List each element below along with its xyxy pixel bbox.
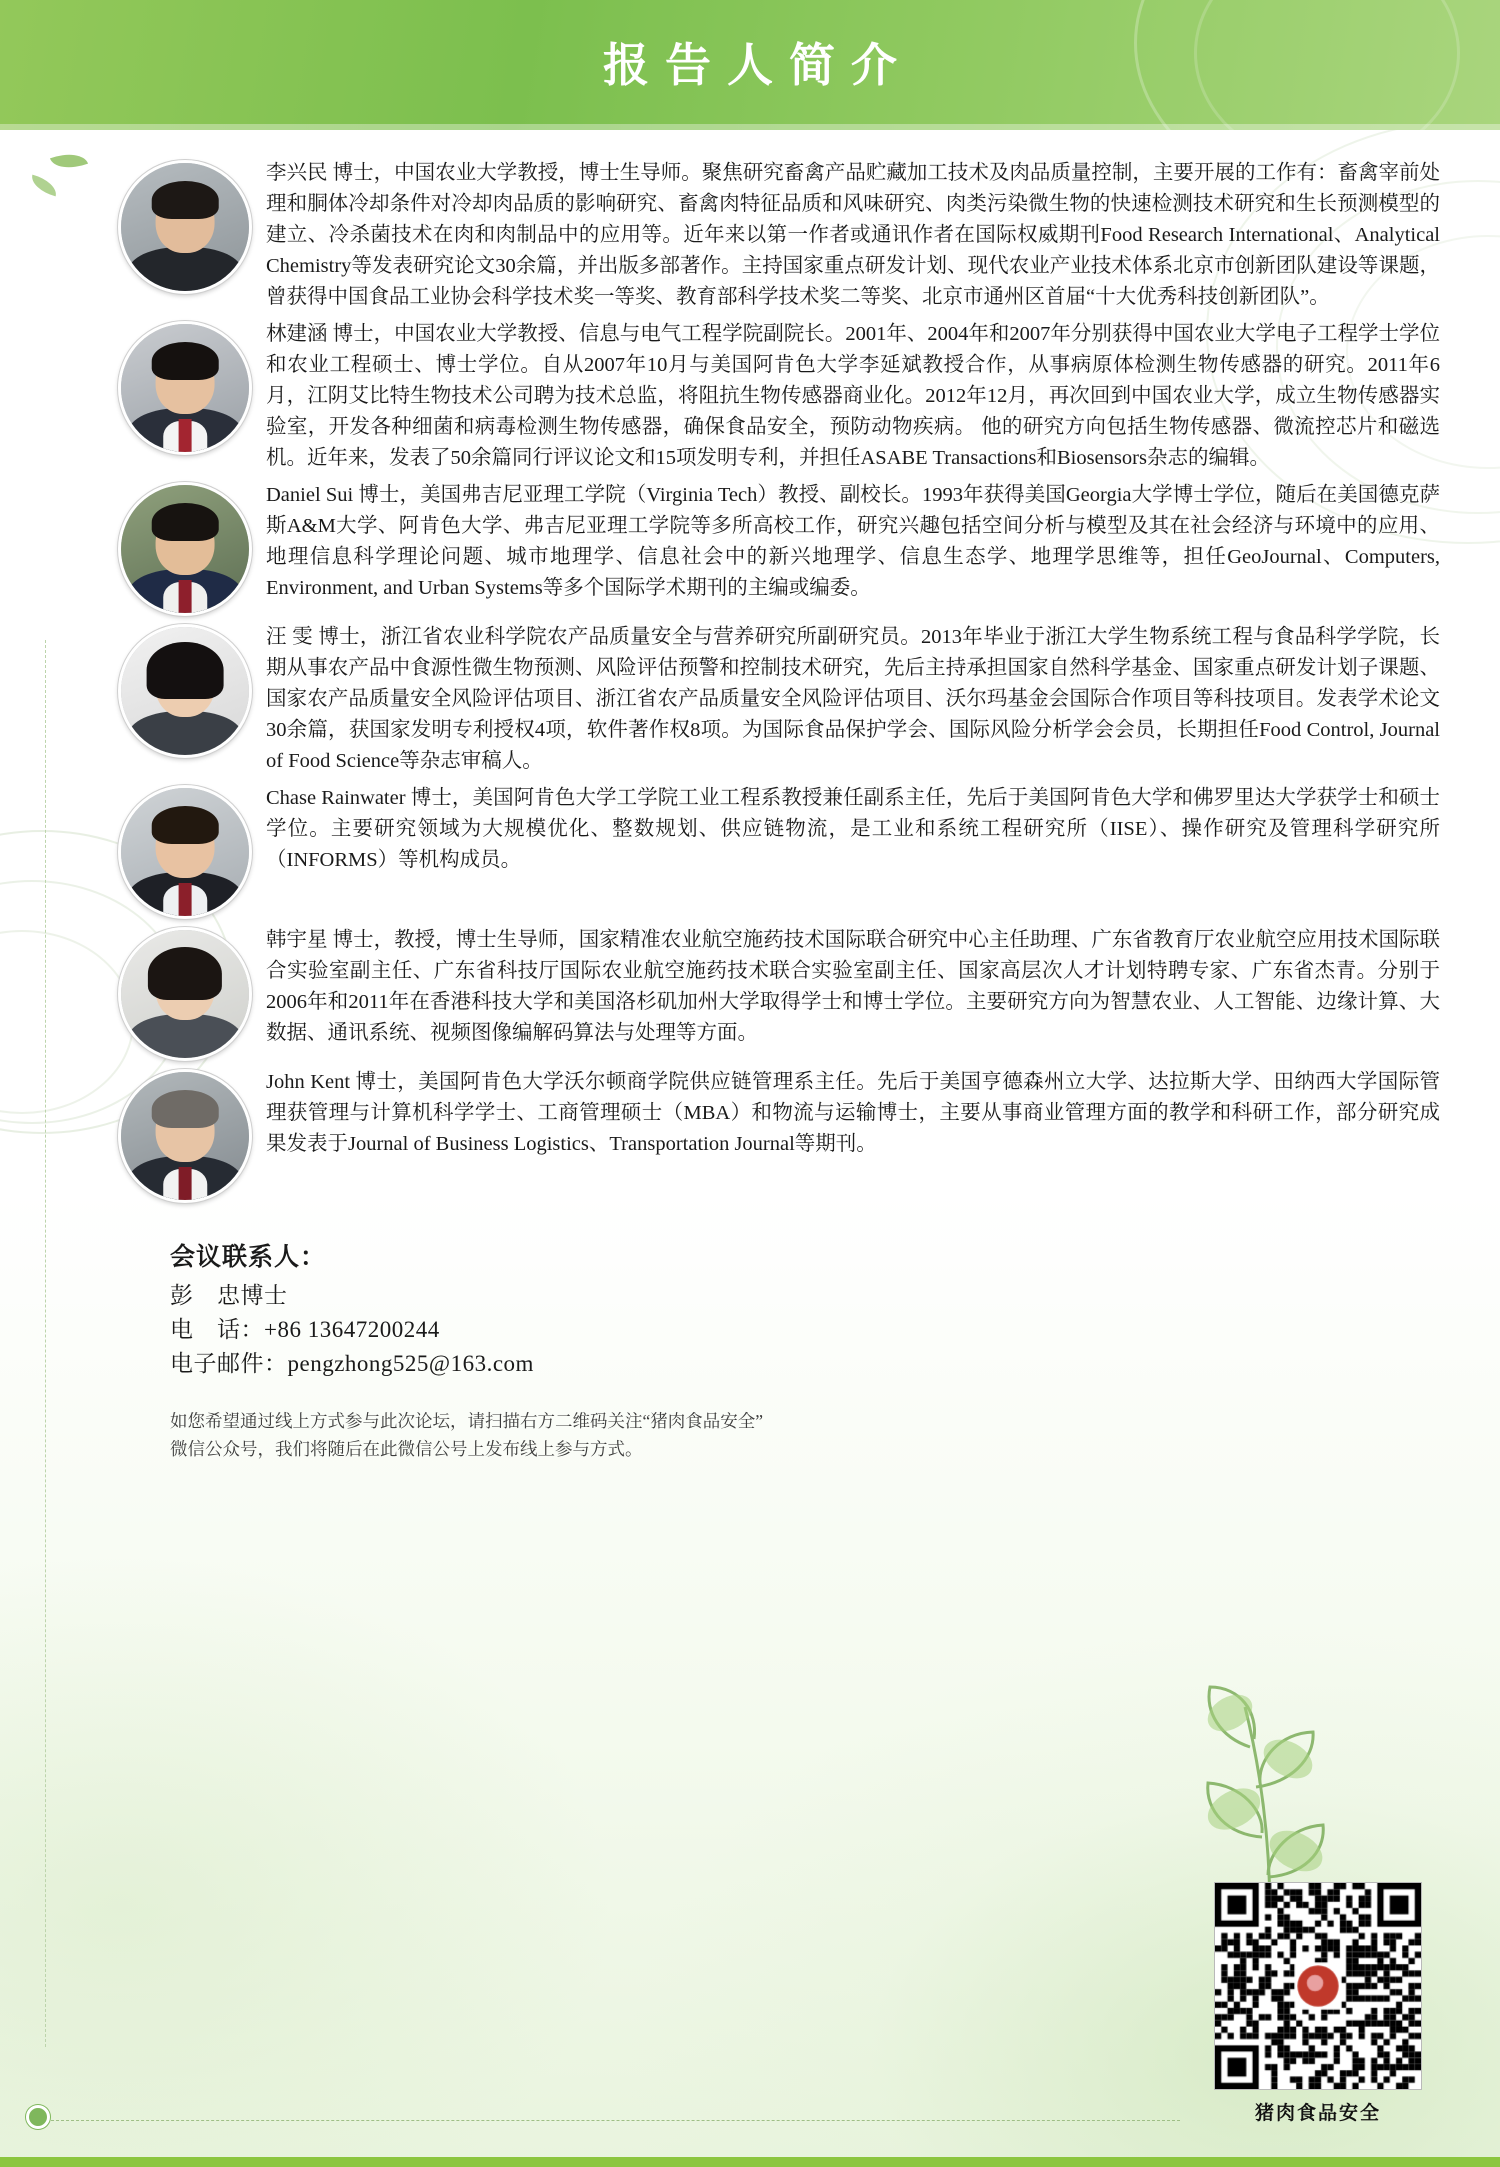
decorative-dot [26,2105,50,2129]
contact-email: 电子邮件：pengzhong525@163.com [170,1351,534,1376]
speaker-photo-john-kent [118,1069,252,1203]
note-line-2: 微信公众号，我们将随后在此微信公号上发布线上参与方式。 [170,1439,643,1459]
speaker-photo-daniel-sui [118,482,252,616]
speaker-photo-chase-rainwater [118,785,252,919]
speaker-photo-han-yuxing [118,927,252,1061]
speaker-photo-wrap [110,618,260,758]
page-title: 报告人简介 [603,38,913,92]
speaker-bio-text: John Kent 博士，美国阿肯色大学沃尔顿商学院供应链管理系主任。先后于美国亨德森州立大学、达拉斯大学、田纳西大学国际管理获管理与计算机科学学士、工商管理硕士（MBA）和物流与运输博士，主要从事商业管理方面的教学和科研工作，部分研究成果发表于Journal of Business Logistics、Transportation Journal等期刊。 [266,1071,1440,1155]
speaker-photo-wrap [110,921,260,1061]
speaker-photo-lin-jianhan [118,321,252,455]
speaker-photo-wrap [110,154,260,294]
speakers-list [0,130,1500,1203]
qr-caption: 猪肉食品安全 [1254,2103,1381,2124]
mint-sprig-decoration [1150,1587,1380,1917]
online-participation-note [170,1407,1050,1463]
speaker-bio-text: 李兴民 博士，中国农业大学教授，博士生导师。聚焦研究畜禽产品贮藏加工技术及肉品质量控制，主要开展的工作有：畜禽宰前处理和胴体冷却条件对冷却肉品质的影响研究、畜禽肉特征品质和风味研究、肉类污染微生物的快速检测技术研究和生长预测模型的建立、冷杀菌技术在肉和肉制品中的应用等。近年来以第一作者或通讯作者在国际权威期刊Food Research International、Analytical Chemistry等发表研究论文30余篇，并出版多部著作。主持国家重点研发计划、现代农业产业技术体系北京市创新团队建设等课题，曾获得中国食品工业协会科学技术奖一等奖、教育部科学技术奖二等奖、北京市通州区首届“十大优秀科技创新团队”。 [266,162,1440,308]
contact-person: 彭 忠博士 [170,1283,288,1308]
speaker-photo-wang-wen [118,624,252,758]
speaker-bio-text: Daniel Sui 博士，美国弗吉尼亚理工学院（Virginia Tech）教授、副校长。1993年获得美国Georgia大学博士学位，随后在美国德克萨斯A&M大学、阿肯色大学、弗吉尼亚理工学院等多所高校工作，研究兴趣包括空间分析与模型及其在社会经济与环境中的应用、地理信息科学理论问题、城市地理学、信息社会中的新兴地理学、信息生态学、地理学思维等，担任GeoJournal、Computers, Environment, and Urban Systems等多个国际学术期刊的主编或编委。 [266,484,1440,599]
contact-phone: 电 话：+86 13647200244 [170,1317,440,1342]
speaker-entry [110,1063,1440,1203]
speaker-photo-wrap [110,1063,260,1203]
qr-code [1215,1883,1421,2089]
speaker-entry [110,779,1440,919]
speaker-bio-text: 林建涵 博士，中国农业大学教授、信息与电气工程学院副院长。2001年、2004年和2007年分别获得中国农业大学电子工程学士学位和农业工程硕士、博士学位。自从2007年10月与美国阿肯色大学李延斌教授合作，从事病原体检测生物传感器的研究。2011年6月，江阴艾比特生物技术公司聘为技术总监，将阻抗生物传感器商业化。2012年12月，再次回到中国农业大学，成立生物传感器实验室，开发各种细菌和病毒检测生物传感器，确保食品安全，预防动物疾病。 他的研究方向包括生物传感器、微流控芯片和磁选机。近年来，发表了50余篇同行评议论文和15项发明专利，并担任ASABE Transactions和Biosensors杂志的编辑。 [266,323,1440,469]
speaker-bio-text: 汪 雯 博士，浙江省农业科学院农产品质量安全与营养研究所副研究员。2013年毕业于浙江大学生物系统工程与食品科学学院，长期从事农产品中食源性微生物预测、风险评估预警和控制技术研究，先后主持承担国家自然科学基金、国家重点研发计划子课题、国家农产品质量安全风险评估项目、浙江省农产品质量安全风险评估项目、沃尔玛基金会国际合作项目等科技项目。发表学术论文30余篇，获国家发明专利授权4项，软件著作权8项。为国际食品保护学会、国际风险分析学会会员，长期担任Food Control, Journal of Food Science等杂志审稿人。 [266,626,1440,772]
speaker-entry [110,315,1440,474]
speaker-entry [110,476,1440,616]
note-line-1: 如您希望通过线上方式参与此次论坛，请扫描右方二维码关注“猪肉食品安全” [170,1411,764,1431]
contact-title: 会议联系人： [170,1244,327,1271]
speaker-photo-li-xingmin [118,160,252,294]
speaker-entry [110,618,1440,777]
speaker-photo-wrap [110,315,260,455]
page-header [0,0,1500,130]
speaker-entry [110,921,1440,1061]
qr-frame [1214,1882,1422,2090]
speaker-bio-text: 韩宇星 博士，教授，博士生导师，国家精准农业航空施药技术国际联合研究中心主任助理、广东省教育厅农业航空应用技术国际联合实验室副主任、广东省科技厅国际农业航空施药技术联合实验室副主任、国家高层次人才计划特聘专家、广东省杰青。分别于2006年和2011年在香港科技大学和美国洛杉矶加州大学取得学士和博士学位。主要研究方向为智慧农业、人工智能、边缘计算、大数据、通讯系统、视频图像编解码算法与处理等方面。 [266,929,1440,1044]
speaker-photo-wrap [110,779,260,919]
speaker-photo-wrap [110,476,260,616]
decorative-dashed-line [36,2120,1180,2121]
speaker-bio-text: Chase Rainwater 博士，美国阿肯色大学工学院工业工程系教授兼任副系主任，先后于美国阿肯色大学和佛罗里达大学获学士和硕士学位。主要研究领域为大规模优化、整数规划、供应链物流，是工业和系统工程研究所（IISE）、操作研究及管理科学研究所（INFORMS）等机构成员。 [266,787,1440,871]
contact-block [170,1237,1500,1381]
speaker-entry [110,154,1440,313]
qr-block [1214,1882,1422,2125]
